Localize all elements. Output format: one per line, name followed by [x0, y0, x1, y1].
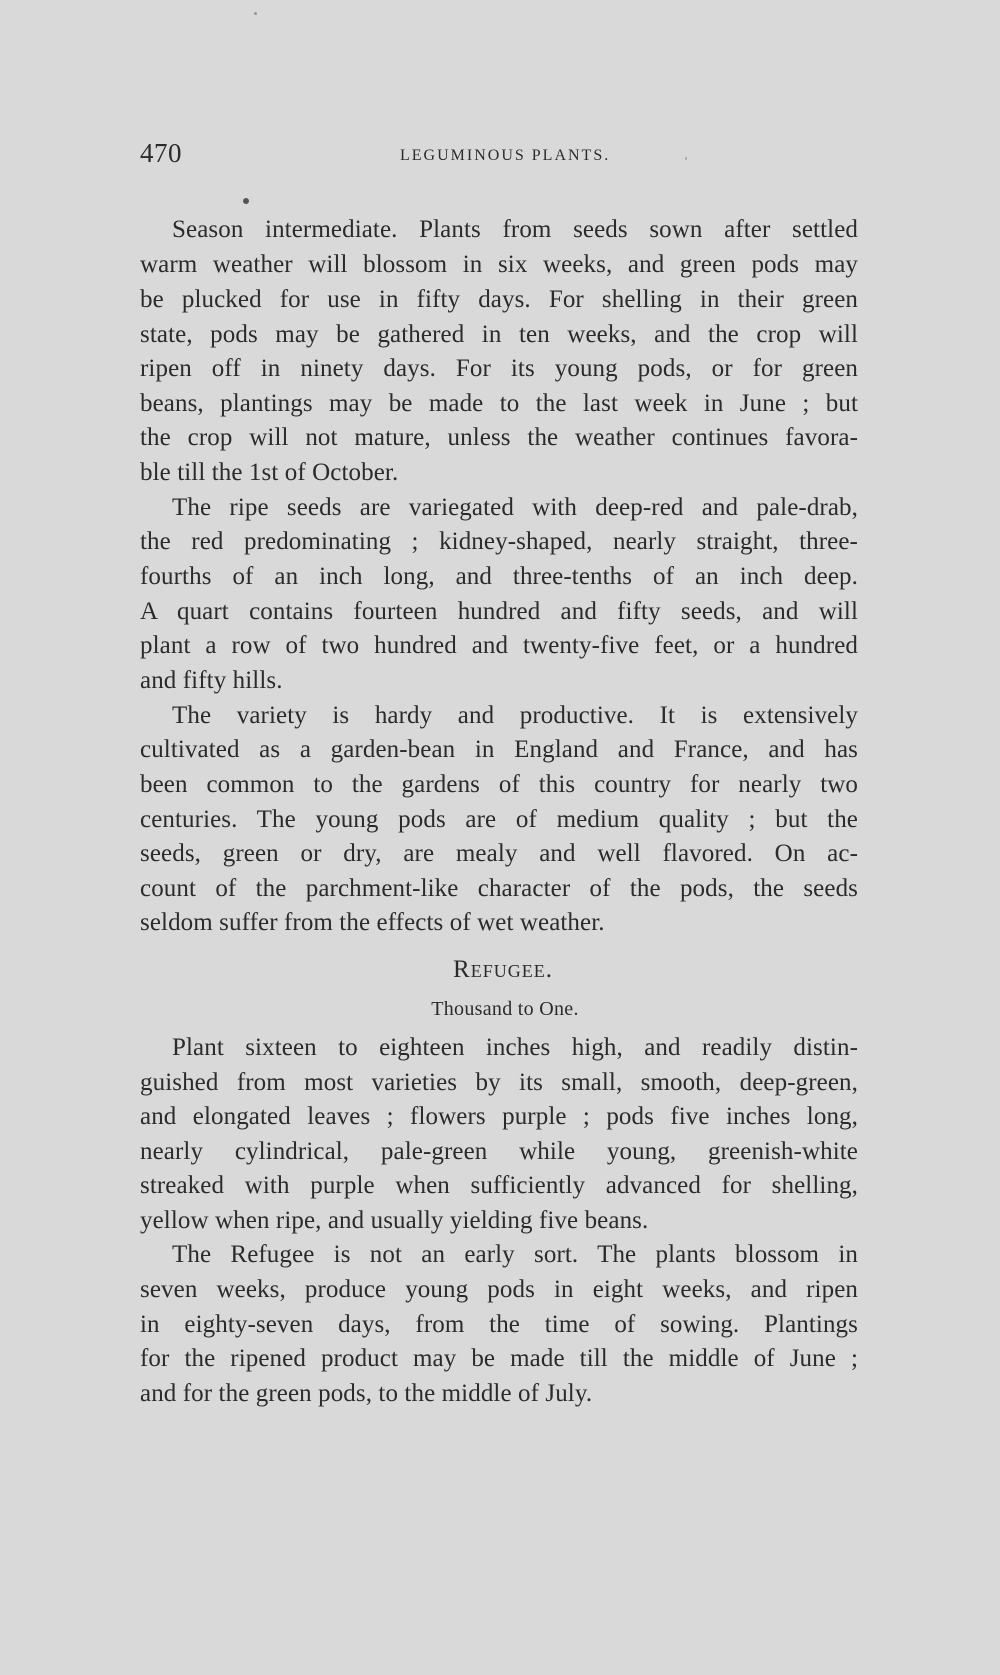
text-line: seven weeks, produce young pods in eight weeks, and ripen [140, 1276, 858, 1303]
text-line: The Refugee is not an early sort. The plants blossom in [172, 1241, 858, 1268]
text-line: be plucked for use in fifty days. For shelling in their green [140, 286, 858, 313]
text-line: nearly cylindrical, pale-green while young, greenish-white [140, 1138, 858, 1165]
text-line: in eighty-seven days, from the time of sowing. Plantings [140, 1311, 858, 1338]
text-line: count of the parchment-like character of the pods, the seeds [140, 875, 858, 902]
text-line: streaked with purple when sufficiently advanced for shelling, [140, 1172, 858, 1199]
scan-speck [685, 157, 687, 160]
section-subheading: Thousand to One. [431, 998, 579, 1020]
scan-speck [254, 12, 257, 15]
text-line: seeds, green or dry, are mealy and well flavored. On ac- [140, 840, 858, 867]
running-head: LEGUMINOUS PLANTS. [400, 147, 611, 164]
text-line: centuries. The young pods are of medium quality ; but the [140, 806, 858, 833]
text-line: the crop will not mature, unless the weather continues favora- [140, 424, 858, 451]
text-line: cultivated as a garden-bean in England and France, and has [140, 736, 858, 763]
text-line: ripen off in ninety days. For its young pods, or for green [140, 355, 858, 382]
text-line: The variety is hardy and productive. It is extensively [172, 702, 858, 729]
text-line: beans, plantings may be made to the last week in June ; but [140, 390, 858, 417]
text-line: plant a row of two hundred and twenty-five feet, or a hundred [140, 632, 858, 659]
text-line: and elongated leaves ; flowers purple ; pods five inches long, [140, 1103, 858, 1130]
text-line: seldom suffer from the effects of wet weather. [140, 909, 605, 936]
text-line: Plant sixteen to eighteen inches high, and readily distin- [172, 1034, 858, 1061]
text-line: yellow when ripe, and usually yielding five beans. [140, 1207, 649, 1234]
text-line: ble till the 1st of October. [140, 459, 399, 486]
section-heading: Refugee. [453, 956, 553, 983]
scan-speck [243, 198, 249, 204]
text-line: state, pods may be gathered in ten weeks, and the crop will [140, 321, 858, 348]
text-line: guished from most varieties by its small, smooth, deep-green, [140, 1069, 858, 1096]
text-line: been common to the gardens of this country for nearly two [140, 771, 858, 798]
text-line: fourths of an inch long, and three-tenths of an inch deep. [140, 563, 858, 590]
text-line: the red predominating ; kidney-shaped, nearly straight, three- [140, 528, 858, 555]
text-line: and fifty hills. [140, 667, 283, 694]
text-line: The ripe seeds are variegated with deep-red and pale-drab, [172, 494, 858, 521]
text-line: and for the green pods, to the middle of July. [140, 1380, 593, 1407]
page-number: 470 [140, 138, 182, 168]
text-line: A quart contains fourteen hundred and fifty seeds, and will [140, 598, 858, 625]
text-line: Season intermediate. Plants from seeds sown after settled [172, 216, 858, 243]
text-line: for the ripened product may be made till the middle of June ; [140, 1345, 858, 1372]
text-line: warm weather will blossom in six weeks, and green pods may [140, 251, 858, 278]
